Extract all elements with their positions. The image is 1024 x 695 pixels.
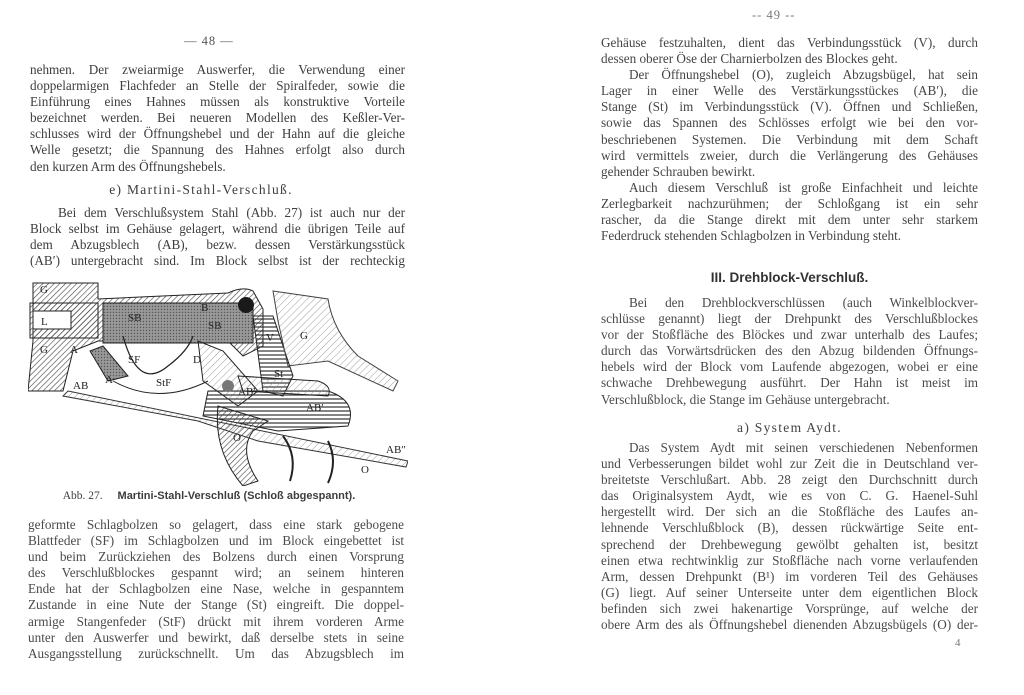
text-line: befinden sich zwei hakenartige Vorsprünge, auf welche der [601, 600, 978, 616]
text-line: Stange (St) im Verbindungsstück (V). Öffnen und Schließen, [601, 99, 978, 115]
text-line: schwache Drehbewegung ausführt. Der Hahn ist meist im [601, 375, 978, 391]
chapter-heading: III. Drehblock-Verschluß. [710, 270, 869, 285]
label-l: L [41, 316, 48, 328]
text-line: Block selbst im Gehäuse gelagert, während die übrigen Teile auf [30, 221, 405, 237]
right-page [512, 0, 1024, 695]
text-line: gehender Schrauben bewirkt. [601, 163, 756, 179]
label-ab-prime: AB′ [306, 402, 324, 414]
signature-mark: 4 [955, 637, 961, 649]
label-v: V [266, 332, 274, 344]
page-number: — 48 — [184, 34, 234, 48]
text-line: geformte Schlagbolzen so gelagert, dass eine stark gebogene [28, 517, 404, 532]
label-g: G [40, 344, 48, 356]
text-line: Einführung eines Hahnes müssen als konstruktive Vorteile [30, 94, 405, 110]
paragraph [601, 295, 978, 408]
text-line: das Originalsystem Aydt, wie es von C. G. Haenel-Suhl [601, 488, 978, 504]
axle [222, 380, 234, 392]
label-ab-prime: AB′ [238, 386, 256, 398]
paragraph [30, 62, 405, 175]
text-line: dessen oberer Öse der Charnierbolzen des Blockes geht. [601, 51, 898, 67]
text-line: Bei den Drehblockverschlüssen (auch Winkelblockver- [629, 295, 978, 310]
label-d: D [193, 354, 201, 366]
text-line: bezeichnet werden. Bei neueren Modellen des Keßler-Ver- [30, 110, 405, 126]
text-line: breitetste Verschlußart. Abb. 28 zeigt den Durchschnitt durch [601, 472, 978, 488]
text-line: unter den Auswerfer und bewirkt, daß derselbe stets in seine [28, 629, 404, 645]
barrel-bore [33, 311, 71, 329]
label-sb: SB [208, 320, 222, 332]
text-line: einen etwa rechtwinklig zur Stoßfläche nach vorne verlaufenden [601, 552, 978, 568]
label-st: St [274, 368, 284, 380]
text-line: Ausgangsstellung zurückschnellt. Um das Abzugsblech im [28, 645, 404, 661]
text-line: dem Abzugsblech (AB), bezw. dessen Verstärkungsstück [30, 237, 405, 253]
text-line: Arm, dessen Drehpunkt (B¹) im vorderen Teil des Gehäuses [601, 568, 978, 584]
text-line: sowie das Spannen des Schlösses erfolgt wie bei den vor- [601, 115, 978, 131]
pivot-bolt [238, 297, 254, 313]
label-sf: SF [128, 354, 141, 366]
text-line: hergestellt wird. Der sich an die Stoßfläche des Laufes an- [601, 504, 978, 520]
label-sb: SB [128, 312, 142, 324]
label-a: A [70, 344, 78, 356]
text-line: durch das Vorwärtsdrücken des den Abzug bildenden Öffnungs- [601, 343, 978, 359]
text-line: den kurzen Arm des Öffnungshebels. [30, 158, 226, 174]
figure-number: Abb. 27. [62, 490, 103, 502]
text-line: Blattfeder (SF) im Schlagbolzen und im Block eingebettet ist [28, 533, 404, 549]
label-stf: StF [156, 377, 172, 389]
label-a: A [105, 374, 113, 386]
text-line: Welle gesetzt; die Spannung des Hahnes erfolgt also durch [30, 142, 405, 158]
text-line: Ende hat der Schlagbolzen eine Nase, welche in gespanntem [28, 581, 404, 597]
label-o: O [233, 432, 241, 444]
text-line: Der Öffnungshebel (O), zugleich Abzugsbügel, hat sein [629, 67, 978, 83]
figure-title: Martini-Stahl-Verschluß (Schloß abgespannt). [117, 490, 356, 502]
label-o: O [361, 464, 369, 476]
label-ab: AB [73, 380, 89, 392]
text-line: Verschlußblock, die Stange im Gehäuse untergebracht. [601, 391, 890, 407]
label-g: G [40, 284, 48, 296]
section-heading: a) System Aydt. [737, 420, 842, 435]
text-line: doppelarmigen Flachfeder an Stelle der Spiralfeder, sowie die [30, 78, 405, 94]
text-line: (AB′) untergebracht sind. Im Block selbst ist der rechteckig [30, 253, 405, 269]
text-line: lehnende Verschlußblock (B), dessen rückwärtige Seite ent- [601, 520, 978, 536]
text-line: und Verbesserungen bildet wohl zur Zeit die in Deutschland ver- [601, 456, 978, 472]
text-line: (G) liegt. Auf seiner Unterseite unter dem eigentlichen Block [601, 584, 978, 600]
text-line: schlusses wird der Öffnungshebel und der Hahn auf die gleiche [30, 126, 405, 142]
text-line: Gehäuse festzuhalten, dient das Verbindungsstück (V), durch [601, 35, 978, 50]
text-line: wird vermittels zweier, durch die Verlängerung des Gehäuses [601, 147, 978, 163]
page-number: -- 49 -- [752, 8, 796, 22]
text-line: obere Arm des als Öffnungshebel dienenden Abzugsbügels (O) der- [601, 617, 978, 633]
text-line: Auch diesem Verschluß ist große Einfachheit und leichte [629, 179, 978, 195]
label-ab-double-prime: AB″ [386, 444, 406, 456]
text-line: armige Stangenfeder (StF) drückt mit ihrem vorderen Arme [28, 613, 404, 629]
text-line: schlüsse genannt) liegt der Drehpunkt des Verschlußblockes [601, 311, 978, 327]
text-line: Das System Aydt mit seinen verschiedenen Nebenformen [629, 440, 978, 455]
text-line: rascher, da die Stange direkt mit dem unter sehr starkem [601, 212, 978, 228]
breech-mechanism-diagram [28, 281, 408, 486]
text-line: Bei dem Verschlußsystem Stahl (Abb. 27) ist auch nur der [58, 205, 405, 220]
text-line: beschriebenen Systemen. Die Verbindung mit dem Schaft [601, 131, 978, 147]
text-line: sprechend der Drehbewegung gewölbt gehalten ist, besitzt [601, 536, 978, 552]
paragraph [30, 205, 405, 269]
paragraph [28, 517, 404, 662]
text-line: und beim Zurückziehen des Bolzens durch einen Vorsprung [28, 549, 404, 565]
text-line: vor der Stoßfläche des Blöckes und zwar unterhalb des Laufes; [601, 327, 978, 343]
label-b: B [201, 302, 209, 314]
text-line: des Verschlußblockes gespannt wird; an seinem hinteren [28, 565, 404, 581]
text-line: Lager in einer Welle des Verstärkungsstückes (AB′), die [601, 83, 978, 99]
firing-pin [103, 303, 253, 343]
text-line: Zerlegbarkeit nachzurühmen; der Schloßgang ist ein sehr [601, 195, 978, 211]
paragraph [601, 440, 978, 633]
paragraph [601, 35, 978, 244]
figure-caption [0, 490, 512, 502]
text-line: hebels wird der Block vom Laufende abgezogen, wobei er eine [601, 359, 978, 375]
text-line: Zustande in eine Nute der Stange (St) eingreift. Die doppel- [28, 597, 404, 613]
section-heading: e) Martini-Stahl-Verschluß. [109, 182, 293, 197]
label-g: G [300, 330, 308, 342]
text-line: Federdruck stehenden Schlagbolzen in Verbindung steht. [601, 228, 902, 244]
text-line: nehmen. Der zweiarmige Auswerfer, die Verwendung einer [30, 62, 405, 77]
